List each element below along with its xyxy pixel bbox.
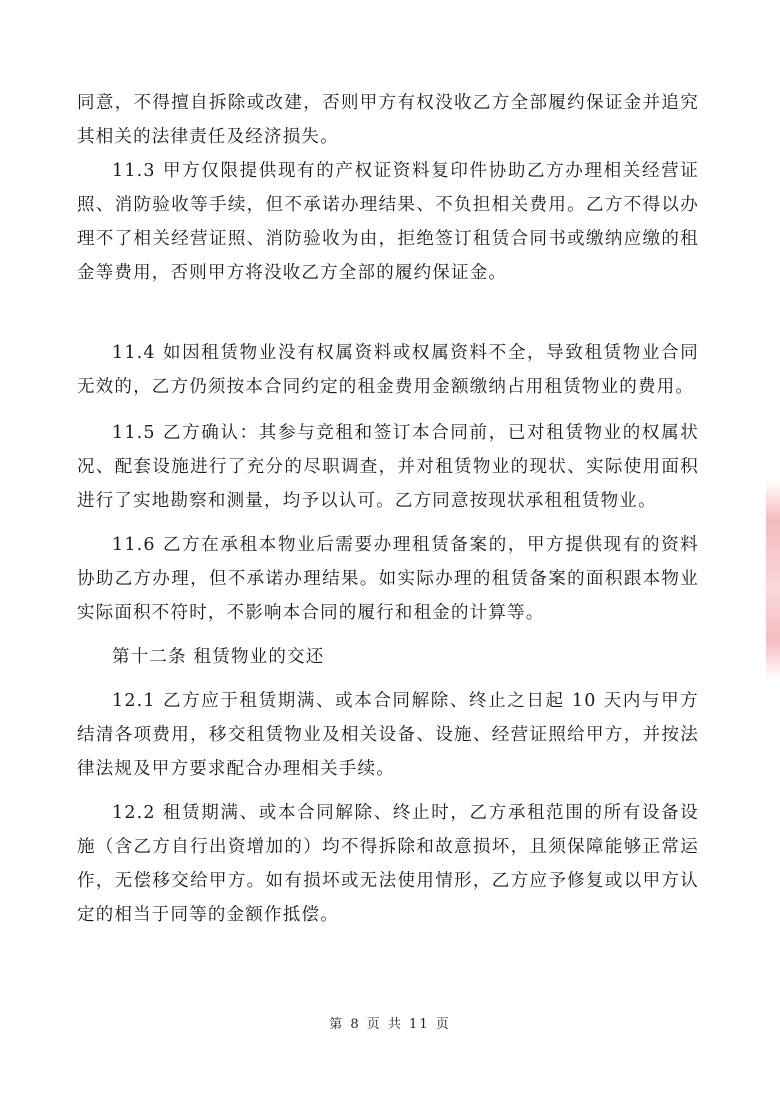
section-heading: 第十二条 租赁物业的交还: [112, 647, 325, 667]
clause-11-6: 11.6 乙方在承租本物业后需要办理租赁备案的，甲方提供现有的资料协助乙方办理，但不承诺办理结果。如实际办理的租赁备案的面积跟本物业实际面积不符时，不影响本合同的履行和租金的计算等。: [77, 535, 699, 623]
clause-11-5: 11.5 乙方确认：其参与竞租和签订本合同前，已对租赁物业的权属状况、配套设施进行了充分的尽职调查，并对租赁物业的现状、实际使用面积进行了实地勘察和测量，均予以认可。乙方同意按现状承租租赁物业。: [77, 423, 699, 511]
clause-11-3: 11.3 甲方仅限提供现有的产权证资料复印件协助乙方办理相关经营证照、消防验收等手续，但不承诺办理结果、不负担相关费用。乙方不得以办理不了相关经营证照、消防验收为由，拒绝签订租赁合同书或缴纳应缴的租金等费用，否则甲方将没收乙方全部的履约保证金。: [77, 161, 699, 283]
body-text-2: [77, 336, 699, 932]
page-number-footer: 第 8 页 共 11 页: [329, 1017, 451, 1032]
clause-12-2: 12.2 租赁期满、或本合同解除、终止时，乙方承租范围的所有设备设施（含乙方自行出资增加的）均不得拆除和故意损坏，且须保障能够正常运作，无偿移交给甲方。如有损坏或无法使用情形，乙方应予修复或以甲方认定的相当于同等的金额作抵偿。: [77, 803, 699, 925]
body-text: [77, 86, 699, 290]
clause-12-1: 12.1 乙方应于租赁期满、或本合同解除、终止之日起 10 天内与甲方结清各项费用，移交租赁物业及相关设备、设施、经营证照给甲方，并按法律法规及甲方要求配合办理相关手续。: [77, 691, 699, 779]
paragraph-continuation: 同意，不得擅自拆除或改建，否则甲方有权没收乙方全部履约保证金并追究其相关的法律责任及经济损失。: [77, 93, 699, 147]
seal-edge-mark: [766, 480, 780, 680]
clause-11-4: 11.4 如因租赁物业没有权属资料或权属资料不全，导致租赁物业合同无效的，乙方仍须按本合同约定的租金费用金额缴纳占用租赁物业的费用。: [77, 343, 699, 397]
